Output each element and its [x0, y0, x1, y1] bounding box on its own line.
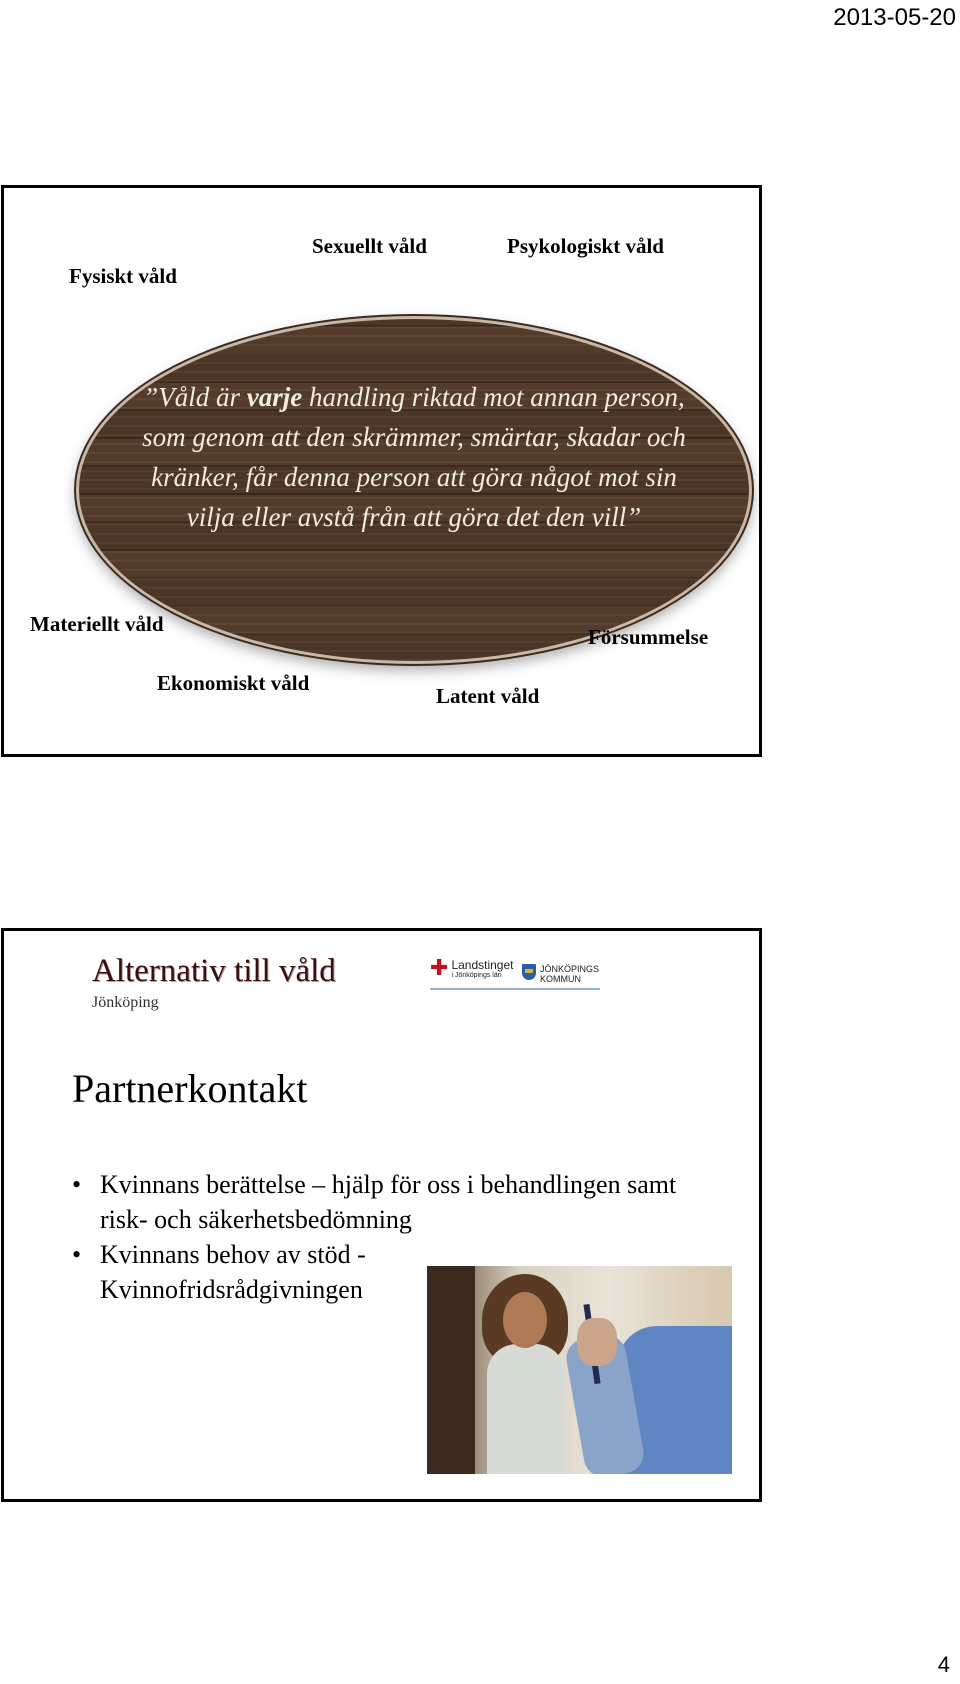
landstinget-logo: ✚ Landstinget i Jönköpings län — [430, 956, 514, 981]
landstinget-mark-icon: ✚ — [430, 956, 449, 981]
slide-title: Partnerkontakt — [72, 1066, 308, 1111]
jonkoping-kommun-logo: JÖNKÖPINGS KOMMUN — [522, 964, 599, 984]
label-sexuellt-vald: Sexuellt våld — [312, 234, 427, 258]
page-number: 4 — [937, 1652, 950, 1677]
slide-violence-types — [1, 185, 762, 757]
org-subtitle: Jönköping — [92, 994, 159, 1011]
page-date: 2013-05-20 — [833, 4, 956, 31]
label-materiellt-vald: Materiellt våld — [30, 612, 164, 636]
label-fysiskt-vald: Fysiskt våld — [69, 264, 177, 288]
violence-definition: ”Våld är varje handling riktad mot annan person, som genom att den skrämmer, smärtar, skadar och kränker, får denna person att göra något mot sin vilja eller avstå från att göra det den vill” — [142, 382, 686, 532]
org-title: Alternativ till våld — [92, 953, 336, 989]
bullet-item: • Kvinnans behov av stöd - Kvinnofridsrådgivningen — [70, 1237, 430, 1307]
header-divider — [430, 988, 600, 990]
label-psykologiskt-vald: Psykologiskt våld — [507, 234, 664, 258]
label-ekonomiskt-vald: Ekonomiskt våld — [157, 671, 310, 695]
slide-partnerkontakt — [1, 928, 762, 1502]
bullet-item: • Kvinnans berättelse – hjälp för oss i behandlingen samt risk- och säkerhetsbedömning — [70, 1167, 710, 1237]
label-latent-vald: Latent våld — [436, 684, 540, 708]
kommun-shield-icon — [522, 964, 536, 980]
counseling-photo — [427, 1266, 732, 1474]
definition-wood-ellipse — [76, 316, 752, 664]
label-forsummelse: Försummelse — [588, 625, 709, 649]
